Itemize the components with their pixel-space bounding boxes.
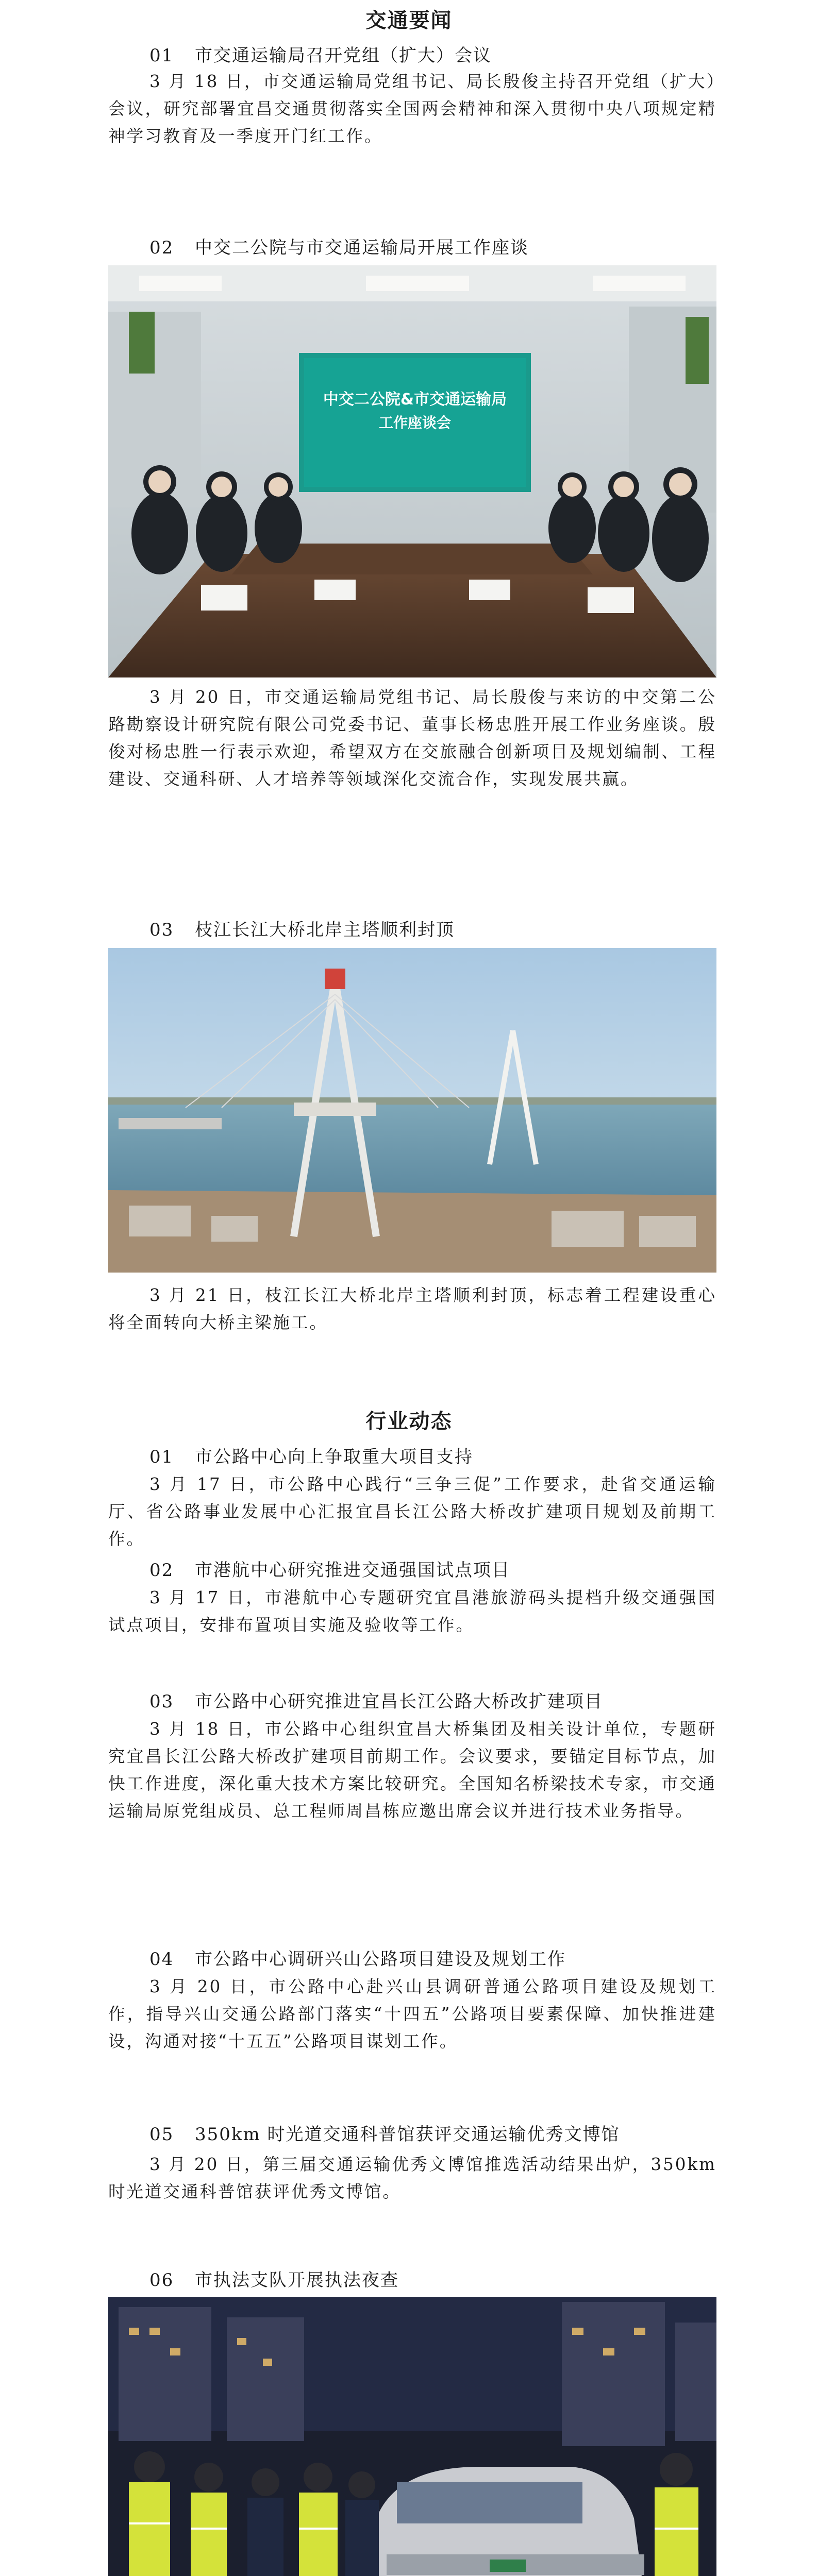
news-heading [149,916,455,941]
news-number: 02 [149,1560,174,1581]
screen-banner-line1: 中交二公院&市交通运输局 [323,391,507,409]
news-paragraph: 3 月 20 日，第三届交通运输优秀文博馆推选活动结果出炉，350km 时光道交通科普馆获评优秀文博馆。 [108,2155,716,2201]
news-paragraph: 3 月 18 日，市交通运输局党组书记、局长殷俊主持召开党组（扩大）会议，研究部署宜昌交通贯彻落实全国两会精神和深入贯彻中央八项规定精神学习教育及一季度开门红工作。 [108,72,716,146]
news-paragraph: 3 月 17 日，市港航中心专题研究宜昌港旅游码头提档升级交通强国试点项目，安排布置项目实施及验收等工作。 [108,1588,716,1635]
news-paragraph: 3 月 17 日，市公路中心践行“三争三促”工作要求，赴省交通运输厅、省公路事业发展中心汇报宜昌长江公路大桥改扩建项目规划及前期工作。 [108,1475,716,1549]
news-title: 市港航中心研究推进交通强国试点项目 [195,1560,510,1581]
news-number: 05 [149,2124,174,2145]
news-paragraph: 3 月 20 日，市公路中心赴兴山县调研普通公路项目建设及规划工作，指导兴山交通公路部门落实“十四五”公路项目要素保障、加快推进建设，沟通对接“十五五”公路项目谋划工作。 [108,1977,716,2051]
meeting-photo [108,265,716,677]
screen-banner-line2: 工作座谈会 [378,414,452,431]
news-number: 04 [149,1949,174,1970]
news-number: 03 [149,1691,174,1712]
section-title-transport-news: 交通要闻 [365,9,453,32]
news-heading [149,2120,620,2145]
night-inspection-photo [108,2297,716,2576]
news-title: 市公路中心向上争取重大项目支持 [195,1447,473,1467]
news-heading [149,1945,566,1970]
news-number: 01 [149,45,174,66]
news-number: 01 [149,1447,174,1467]
news-heading [149,1556,510,1581]
news-title: 枝江长江大桥北岸主塔顺利封顶 [195,920,455,940]
news-title: 市执法支队开展执法夜查 [195,2270,399,2291]
news-title: 市公路中心研究推进宜昌长江公路大桥改扩建项目 [195,1691,603,1712]
section-title-industry-news: 行业动态 [365,1410,453,1433]
news-heading [149,233,529,259]
news-number: 06 [149,2270,174,2291]
news-heading [149,1687,603,1713]
bridge-tower-photo [108,948,716,1273]
news-title: 350km 时光道交通科普馆获评交通运输优秀文博馆 [195,2124,620,2145]
news-number: 02 [149,238,174,258]
news-paragraph: 3 月 18 日，市公路中心组织宜昌大桥集团及相关设计单位，专题研究宜昌长江公路大桥改扩建项目前期工作。会议要求，要锚定目标节点，加快工作进度，深化重大技术方案比较研究。全国知名桥梁技术专家，市交通运输局原党组成员、总工程师周昌栋应邀出席会议并进行技术业务指导。 [108,1719,716,1821]
news-paragraph: 3 月 21 日，枝江长江大桥北岸主塔顺利封顶，标志着工程建设重心将全面转向大桥主梁施工。 [108,1285,716,1332]
news-heading [149,1443,473,1468]
news-title: 中交二公院与市交通运输局开展工作座谈 [195,238,529,258]
news-title: 市公路中心调研兴山公路项目建设及规划工作 [195,1949,566,1970]
news-paragraph: 3 月 20 日，市交通运输局党组书记、局长殷俊与来访的中交第二公路勘察设计研究院有限公司党委书记、董事长杨忠胜开展工作业务座谈。殷俊对杨忠胜一行表示欢迎，希望双方在交旅融合创新项目及规划编制、工程建设、交通科研、人才培养等领域深化交流合作，实现发展共赢。 [108,687,716,789]
news-heading [149,2266,399,2291]
news-number: 03 [149,920,174,940]
news-heading [149,41,492,66]
news-title: 市交通运输局召开党组（扩大）会议 [195,45,492,66]
